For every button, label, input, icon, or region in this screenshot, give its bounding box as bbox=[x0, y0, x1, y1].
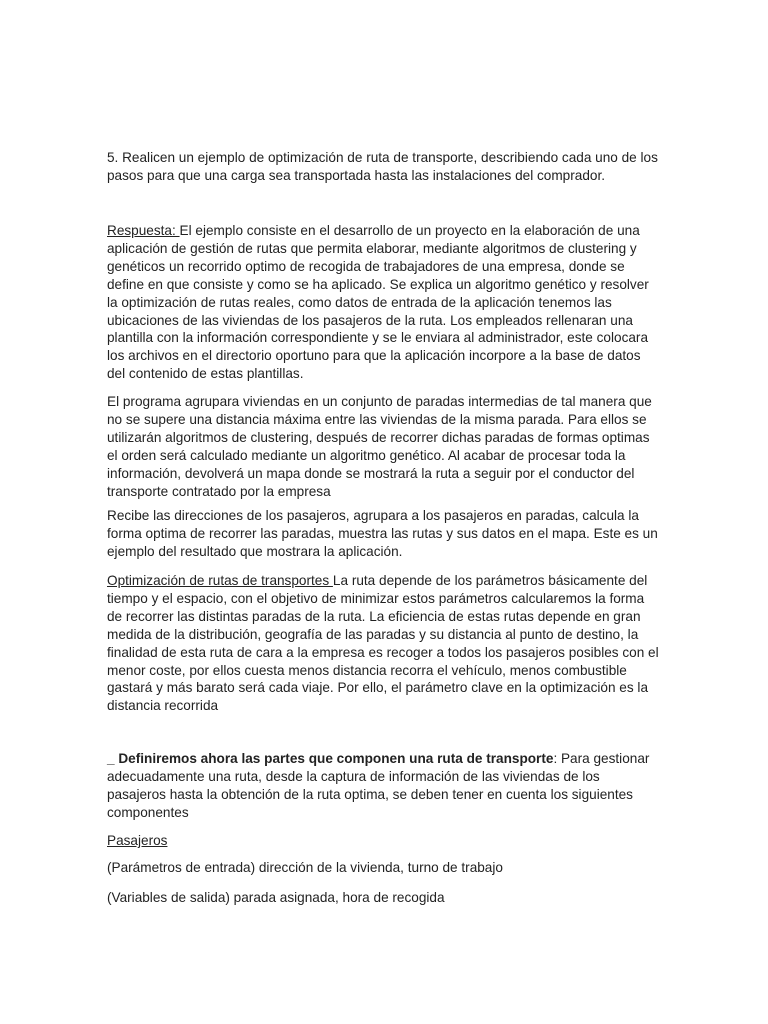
answer-text: El ejemplo consiste en el desarrollo de un proyecto en la elaboración de una aplicación de gestión de rutas que permita elaborar, mediante algoritmos de clustering y genéticos un recorrido optimo de recogida de trabajadores de una empresa, donde se define en que consiste y como se ha aplicado. Se explica un algoritmo genético y resolver la optimización de rutas reales, como datos de entrada de la aplicación tenemos las ubicaciones de las viviendas de los pasajeros de la ruta. Los empleados rellenaran una plantilla con la información correspondiente y se le enviara al administrador, este colocara los archivos en el directorio oportuno para que la aplicación incorpore a la base de datos del contenido de estas plantillas. bbox=[107, 223, 649, 382]
passengers-heading: Pasajeros bbox=[107, 833, 168, 848]
optimization-paragraph bbox=[107, 572, 662, 715]
clustering-paragraph: El programa agrupara viviendas en un conjunto de paradas intermedias de tal manera que no se supere una distancia máxima entre las viviendas de la misma parada. Para ellos se utilizarán algoritmos de clustering, después de recorrer dichas paradas de formas optimas el orden será calculado mediante un algoritmo genético. Al acabar de procesar toda la información, devolverá un mapa donde se mostrará la ruta a seguir por el conductor del transporte contratado por la empresa bbox=[107, 394, 652, 499]
components-lead: _ Definiremos ahora las partes que componen una ruta de transporte bbox=[107, 751, 554, 766]
passengers-outputs: (Variables de salida) parada asignada, hora de recogida bbox=[107, 890, 445, 905]
question-paragraph: 5. Realicen un ejemplo de optimización de ruta de transporte, describiendo cada uno de los pasos para que una carga sea transportada hasta las instalaciones del comprador. bbox=[107, 150, 658, 183]
answer-paragraph bbox=[107, 222, 662, 383]
passengers-inputs: (Parámetros de entrada) dirección de la vivienda, turno de trabajo bbox=[107, 860, 503, 875]
answer-label: Respuesta: bbox=[107, 223, 180, 238]
optimization-text: La ruta depende de los parámetros básicamente del tiempo y el espacio, con el objetivo de minimizar estos parámetros calcularemos la forma de recorrer las distintas paradas de la ruta. La eficiencia de estas rutas depende en gran medida de la distribución, geografía de las paradas y su distancia al punto de destino, la finalidad de esta ruta de cara a la empresa es recoger a todos los pasajeros posibles con el menor coste, por ellos cuesta menos distancia recorra el vehículo, menos combustible gastará y más barato será cada viaje. Por ello, el parámetro clave en la optimización es la distancia recorrida bbox=[107, 573, 659, 714]
components-text: : Para gestionar adecuadamente una ruta, desde la captura de información de las viviendas de los pasajeros hasta la obtención de la ruta optima, se deben tener en cuenta los siguientes componentes bbox=[107, 751, 650, 820]
result-paragraph: Recibe las direcciones de los pasajeros, agrupara a los pasajeros en paradas, calcula la forma optima de recorrer las paradas, muestra las rutas y sus datos en el mapa. Este es un ejemplo del resultado que mostrara la aplicación. bbox=[107, 508, 658, 559]
optimization-label: Optimización de rutas de transportes bbox=[107, 573, 333, 588]
components-paragraph bbox=[107, 750, 662, 822]
